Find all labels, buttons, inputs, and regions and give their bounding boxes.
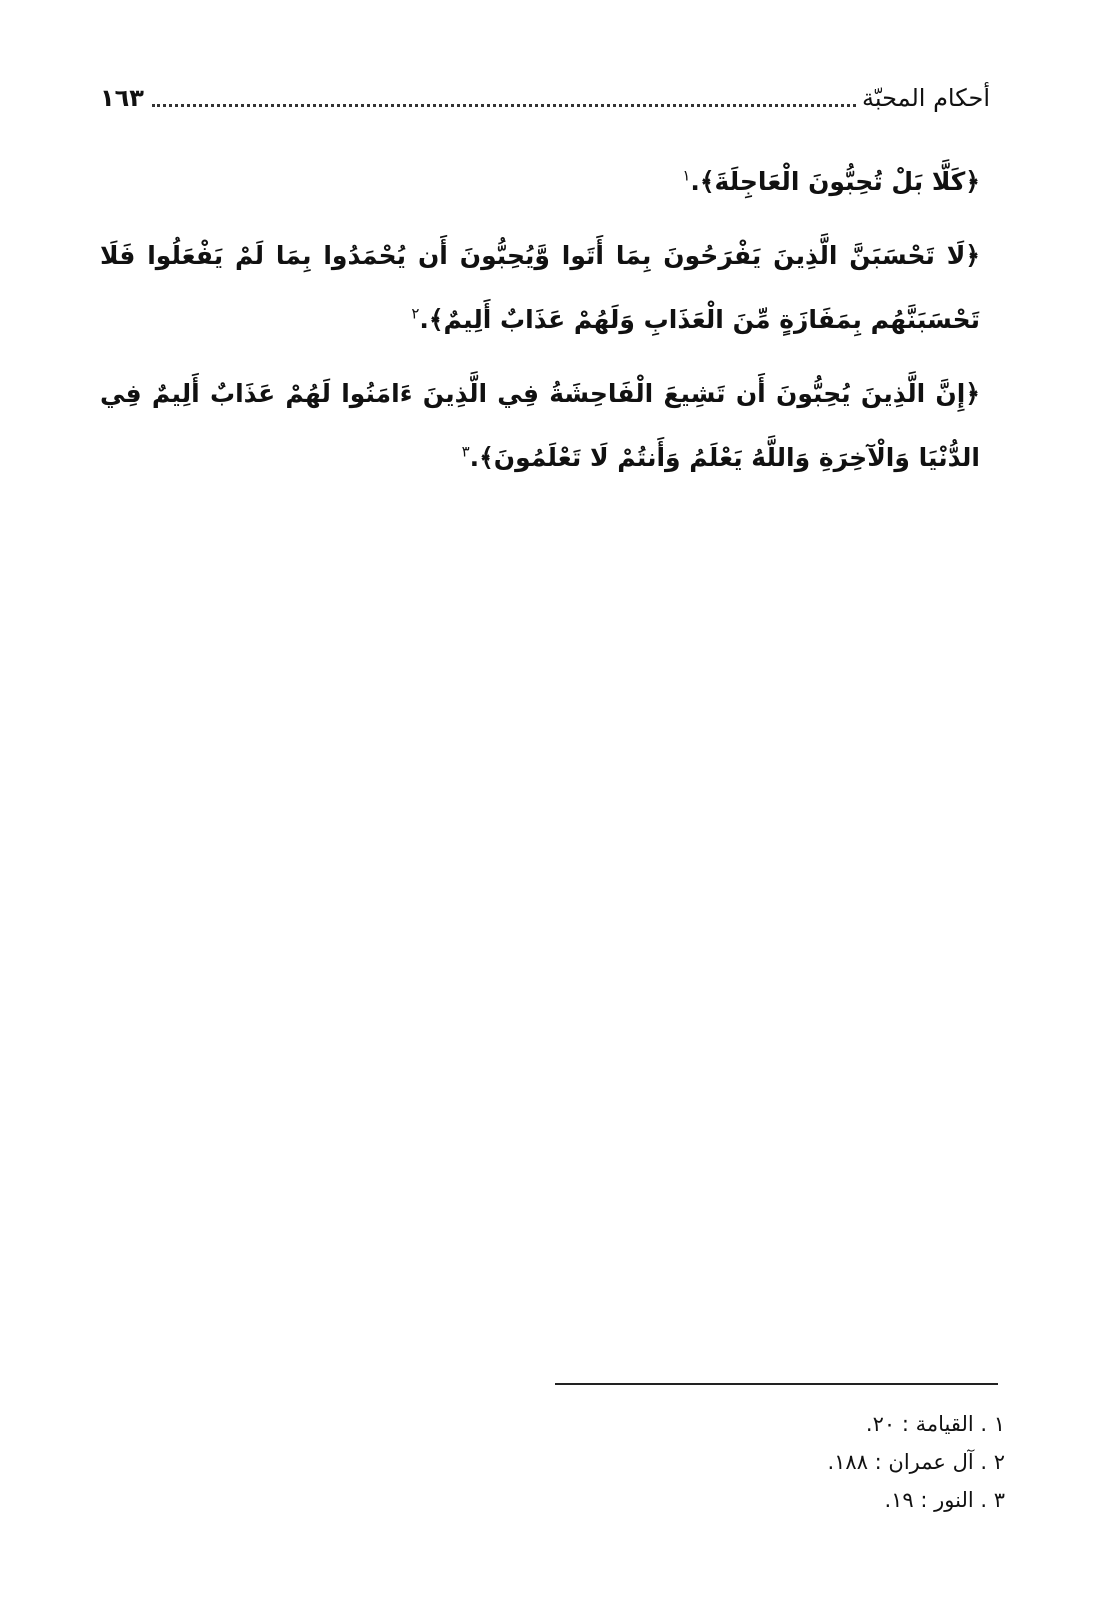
footnotes (827, 1405, 1005, 1519)
running-header (100, 78, 990, 118)
footnote-1: ١ . القيامة : ٢٠. (865, 1412, 1005, 1436)
footnote-reference: ١ (682, 166, 691, 185)
verse-open-bracket: ﴿ (965, 241, 980, 270)
page-number: ١٦٣ (100, 84, 144, 112)
footnote-2: ٢ . آل عمران : ١٨٨. (827, 1450, 1005, 1474)
verse-1 (100, 150, 980, 214)
footnote-3: ٣ . النور : ١٩. (884, 1488, 1005, 1512)
verse-close-bracket: ﴾. (690, 167, 715, 196)
header-title: أحكام المحبّة (861, 84, 990, 112)
verse-2 (100, 224, 980, 352)
verse-close-bracket: ﴾. (469, 443, 494, 472)
verse-text: لَا تَحْسَبَنَّ الَّذِينَ يَفْرَحُونَ بِمَا أَتَوا وَّيُحِبُّونَ أَن يُحْمَدُوا بِمَا لَمْ يَفْعَلُوا فَلَا تَحْسَبَنَّهُم بِمَفَازَةٍ مِّنَ الْعَذَابِ وَلَهُمْ عَذَابٌ أَلِيمٌ (100, 241, 980, 334)
verse-3 (100, 362, 980, 490)
header-dot-leader (152, 104, 856, 107)
footnote-reference: ٣ (461, 442, 470, 461)
verse-open-bracket: ﴿ (965, 167, 980, 196)
verses-block (100, 150, 980, 500)
verse-text: إِنَّ الَّذِينَ يُحِبُّونَ أَن تَشِيعَ الْفَاحِشَةُ فِي الَّذِينَ ءَامَنُوا لَهُمْ عَذَابٌ أَلِيمٌ فِي الدُّنْيَا وَالْآخِرَةِ وَاللَّهُ يَعْلَمُ وَأَنتُمْ لَا تَعْلَمُونَ (100, 379, 980, 472)
verse-open-bracket: ﴿ (965, 379, 980, 408)
verse-text: كَلَّا بَلْ تُحِبُّونَ الْعَاجِلَةَ (714, 167, 966, 196)
footnote-reference: ٢ (411, 304, 420, 323)
verse-close-bracket: ﴾. (419, 305, 444, 334)
footnote-separator-rule (555, 1383, 998, 1385)
